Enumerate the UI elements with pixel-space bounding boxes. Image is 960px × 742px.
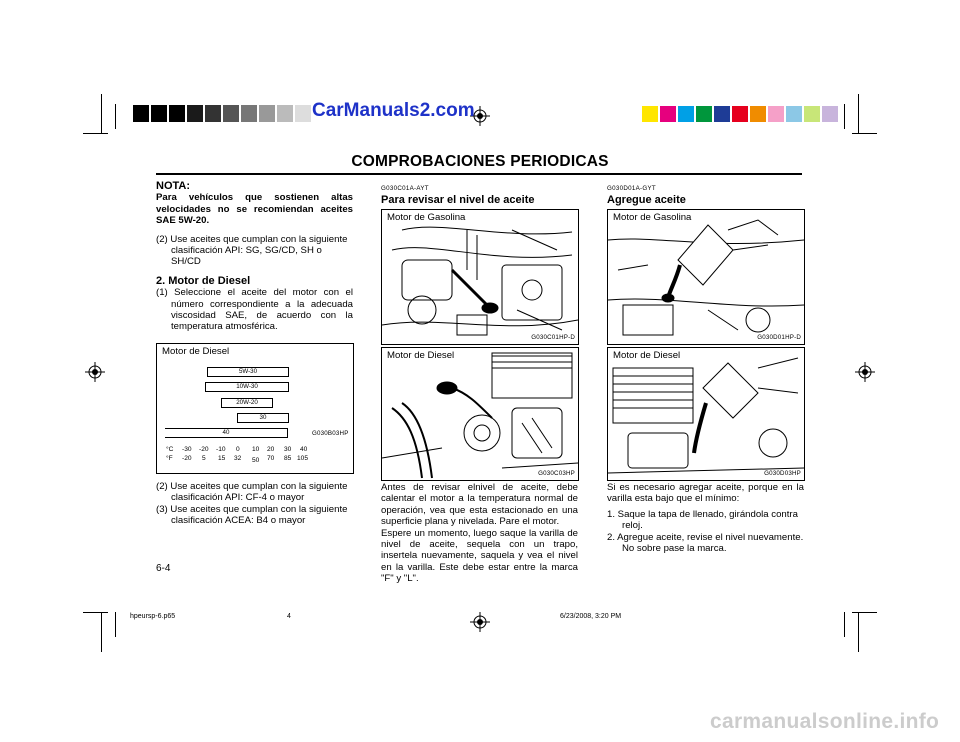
engine-illustration bbox=[608, 210, 804, 344]
chart-bar: 10W-30 bbox=[205, 382, 289, 392]
section-heading: Agregue aceite bbox=[607, 194, 686, 206]
column-3-body bbox=[607, 482, 804, 554]
page-title: COMPROBACIONES PERIODICAS bbox=[351, 153, 609, 170]
page-number: 6-4 bbox=[156, 563, 171, 574]
temp-f: 105 bbox=[297, 455, 309, 462]
registration-mark-right bbox=[855, 362, 875, 382]
gasoline-engine-figure bbox=[381, 209, 579, 345]
column-1-lower bbox=[156, 481, 353, 527]
print-file: hpeursp-6.p65 bbox=[130, 613, 176, 620]
temp-f: -20 bbox=[182, 455, 192, 462]
step-item: 2. Agregue aceite, revise el nivel nuevamente. No sobre pase la marca. bbox=[607, 531, 804, 555]
chart-bar: 40 bbox=[165, 428, 288, 438]
chart-bar: 30 bbox=[237, 413, 289, 423]
temp-f: 50 bbox=[252, 457, 260, 464]
footer-watermark: carmanualsonline.info bbox=[710, 710, 940, 733]
figure-code: G030D03HP bbox=[764, 470, 801, 477]
column-1 bbox=[156, 181, 353, 333]
section-heading: Para revisar el nivel de aceite bbox=[381, 194, 535, 206]
figure-code: G030C03HP bbox=[538, 470, 575, 477]
registration-mark-bottom bbox=[470, 612, 490, 632]
temp-c: 0 bbox=[236, 446, 240, 453]
gasoline-api-item: (2) Use aceites que cumplan con la siguiente clasificación API: SG, SG/CD, SH o SH/CD bbox=[156, 233, 348, 268]
column-2-body bbox=[381, 482, 578, 585]
nota-body: Para vehículos que sostienen altas velocidades no se recomiendan aceites SAE 5W-20. bbox=[156, 192, 353, 227]
temp-f: 5 bbox=[202, 455, 206, 462]
temp-f: 15 bbox=[218, 455, 226, 462]
chart-label: Motor de Diesel bbox=[162, 346, 230, 357]
diesel-section-title: 2. Motor de Diesel bbox=[156, 274, 251, 287]
print-date: 6/23/2008, 3:20 PM bbox=[560, 613, 622, 620]
intro-paragraph: Si es necesario agregar aceite, porque en la varilla esta bajo que el mínimo: bbox=[607, 482, 804, 505]
temp-c: -10 bbox=[216, 446, 226, 453]
temp-f: 85 bbox=[284, 455, 292, 462]
chart-bar: 20W-20 bbox=[221, 398, 273, 408]
engine-illustration bbox=[608, 348, 804, 480]
temp-f-unit: °F bbox=[166, 455, 173, 462]
temp-c: -30 bbox=[182, 446, 192, 453]
diesel-api-item: (2) Use aceites que cumplan con la siguiente clasificación API: CF-4 o mayor bbox=[156, 481, 348, 504]
temp-c-unit: °C bbox=[166, 446, 174, 453]
chart-bar: 5W-30 bbox=[207, 367, 289, 377]
diesel-acea-item: (3) Use aceites que cumplan con la siguiente clasificación ACEA: B4 o mayor bbox=[156, 503, 348, 527]
title-rule bbox=[156, 173, 802, 175]
watermark: CarManuals2.com bbox=[312, 100, 475, 121]
temp-c: 30 bbox=[284, 446, 292, 453]
print-page: 4 bbox=[287, 613, 291, 620]
section-code: G030D01A-GYT bbox=[607, 185, 656, 192]
engine-illustration bbox=[382, 210, 578, 344]
gasoline-oil-fill-figure bbox=[607, 209, 805, 345]
figure-label: Motor de Gasolina bbox=[613, 212, 692, 223]
diesel-oil-fill-figure bbox=[607, 347, 805, 481]
engine-illustration bbox=[382, 348, 578, 480]
temp-c: 20 bbox=[267, 446, 275, 453]
temp-c: 10 bbox=[252, 446, 260, 453]
temp-f: 32 bbox=[234, 455, 242, 462]
body-paragraph: Espere un momento, luego saque la varilla de nivel de aceite, sequela con un trapo, insertela nuevamente, saquela y vea el nivel en la varilla. Este debe estar entre la marca "F" y "L". bbox=[381, 527, 578, 585]
temp-c: -20 bbox=[199, 446, 209, 453]
chart-code: G030B03HP bbox=[312, 430, 349, 437]
registration-mark-left bbox=[85, 362, 105, 382]
body-paragraph: Antes de revisar elnivel de aceite, debe calentar el motor a la temperatura normal de operación, vea que esta estacionado en una superficie plana y nivelada. Pare el motor. bbox=[381, 482, 578, 528]
figure-label: Motor de Gasolina bbox=[387, 212, 466, 223]
figure-label: Motor de Diesel bbox=[613, 350, 681, 361]
figure-label: Motor de Diesel bbox=[387, 350, 455, 361]
viscosity-chart bbox=[156, 343, 354, 474]
diesel-viscosity-item: (1) Seleccione el aceite del motor con el número correspondiente a la adecuada viscosidad SAE, de acuerdo con la temperatura atmosférica. bbox=[156, 287, 353, 333]
step-item: 1. Saque la tapa de llenado, girándola contra reloj. bbox=[607, 508, 798, 532]
nota-title: NOTA: bbox=[156, 180, 191, 192]
section-code: G030C01A-AYT bbox=[381, 185, 429, 192]
diesel-engine-figure bbox=[381, 347, 579, 481]
figure-code: G030D01HP-D bbox=[757, 334, 801, 341]
figure-code: G030C01HP-D bbox=[531, 334, 575, 341]
temp-c: 40 bbox=[300, 446, 308, 453]
temp-f: 70 bbox=[267, 455, 275, 462]
